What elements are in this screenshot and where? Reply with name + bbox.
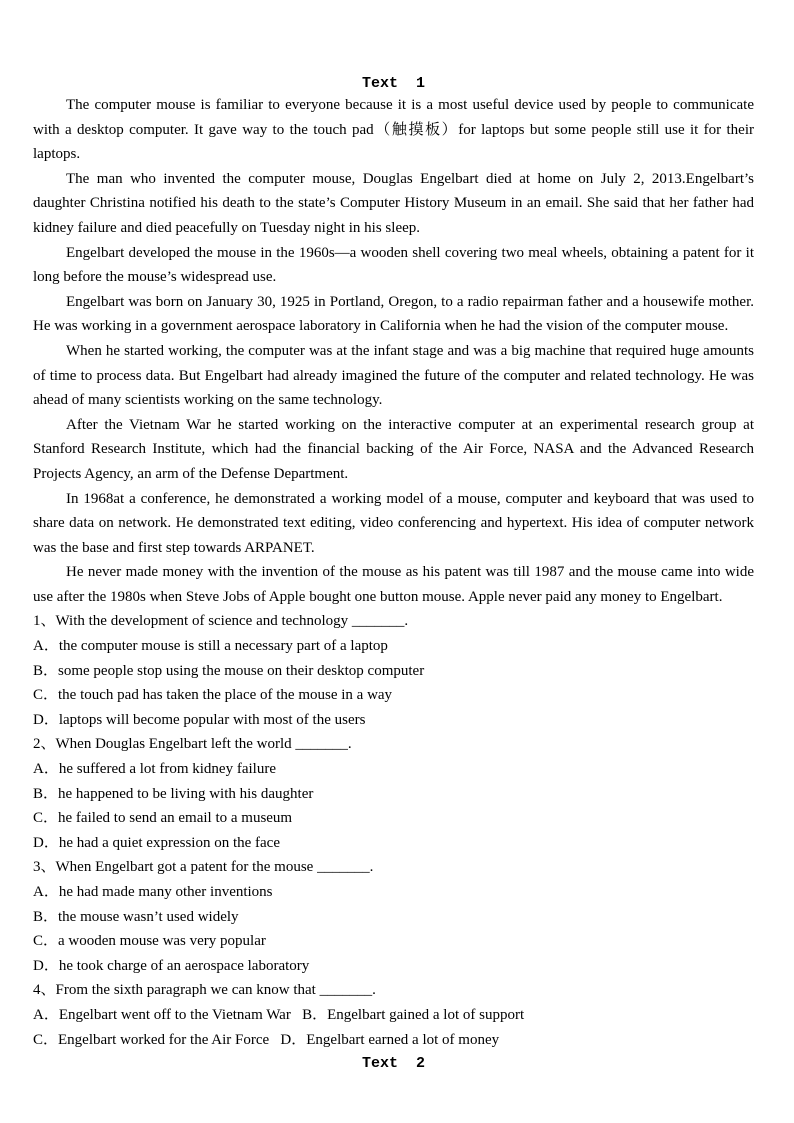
question-option: B．he happened to be living with his daughter (33, 785, 314, 802)
question-2 (33, 732, 754, 855)
question-option: D．he took charge of an aerospace laboratory (33, 957, 310, 974)
question-option: C．he failed to send an email to a museum (33, 810, 293, 827)
paragraph: When he started working, the computer was at the infant stage and was a big machine that required huge amounts of time to process data. But Engelbart had already imagined the future of the computer and related technology. He was ahead of many scientists working on the same technology. (33, 342, 754, 409)
text-2-heading: Text 2 (361, 1055, 425, 1073)
question-list (33, 609, 754, 1052)
question-option: A．he had made many other inventions (33, 884, 273, 900)
question-stem: 1、With the development of science and technology _______. (33, 613, 409, 630)
question-option: B．some people stop using the mouse on their desktop computer (33, 662, 425, 679)
question-option: C．the touch pad has taken the place of the mouse in a way (33, 687, 393, 704)
paragraph: Engelbart developed the mouse in the 1960s—a wooden shell covering two meal wheels, obtaining a patent for it long before the mouse’s widespread use. (33, 244, 754, 286)
question-option: A．he suffered a lot from kidney failure (33, 761, 276, 778)
question-3 (33, 855, 754, 978)
question-stem: 4、From the sixth paragraph we can know that _______. (33, 982, 376, 999)
paragraph: The man who invented the computer mouse, Douglas Engelbart died at home on July 2, 2013.Engelbart’s daughter Christina notified his death to the state’s Computer History Museum in an email. She said that her father had kidney failure and died peacefully on Tuesday night in his sleep. (33, 170, 754, 236)
question-option: D．laptops will become popular with most of the users (33, 711, 366, 728)
question-option-row: C．Engelbart worked for the Air Force D．Engelbart earned a lot of money (33, 1031, 500, 1048)
question-option: D．he had a quiet expression on the face (33, 834, 280, 851)
question-1 (33, 609, 754, 732)
paragraph: The computer mouse is familiar to everyone because it is a most useful device used by people to communicate with a desktop computer. It gave way to the touch pad（触摸板）for laptops but some people still use it for their laptops. (33, 97, 754, 163)
paragraph: Engelbart was born on January 30, 1925 in Portland, Oregon, to a radio repairman father and a housewife mother. He was working in a government aerospace laboratory in California when he had the vision of the computer mouse. (33, 293, 754, 335)
paragraph: After the Vietnam War he started working on the interactive computer at an experimental research group at Stanford Research Institute, which had the financial backing of the Air Force, NASA and the Advanced Research Projects Agency, an arm of the Defense Department. (33, 416, 754, 482)
question-option-row: A．Engelbart went off to the Vietnam War B．Engelbart gained a lot of support (33, 1006, 525, 1023)
reading-passage (33, 93, 754, 609)
question-option: B．the mouse wasn’t used widely (33, 908, 239, 925)
question-4 (33, 978, 754, 1052)
text-1-heading: Text 1 (361, 75, 425, 92)
question-option: C．a wooden mouse was very popular (33, 933, 266, 950)
question-option: A．the computer mouse is still a necessary part of a laptop (33, 638, 388, 655)
question-stem: 3、When Engelbart got a patent for the mouse _______. (33, 859, 374, 876)
paragraph: He never made money with the invention of the mouse as his patent was till 1987 and the mouse came into wide use after the 1980s when Steve Jobs of Apple bought one button mouse. Apple never paid any money to Engelbart. (33, 564, 754, 605)
question-stem: 2、When Douglas Engelbart left the world _______. (33, 736, 352, 753)
paragraph: In 1968at a conference, he demonstrated a working model of a mouse, computer and keyboard that was used to share data on network. He demonstrated text editing, video conferencing and hypertext. His idea of computer network was the base and first step towards ARPANET. (33, 490, 754, 556)
